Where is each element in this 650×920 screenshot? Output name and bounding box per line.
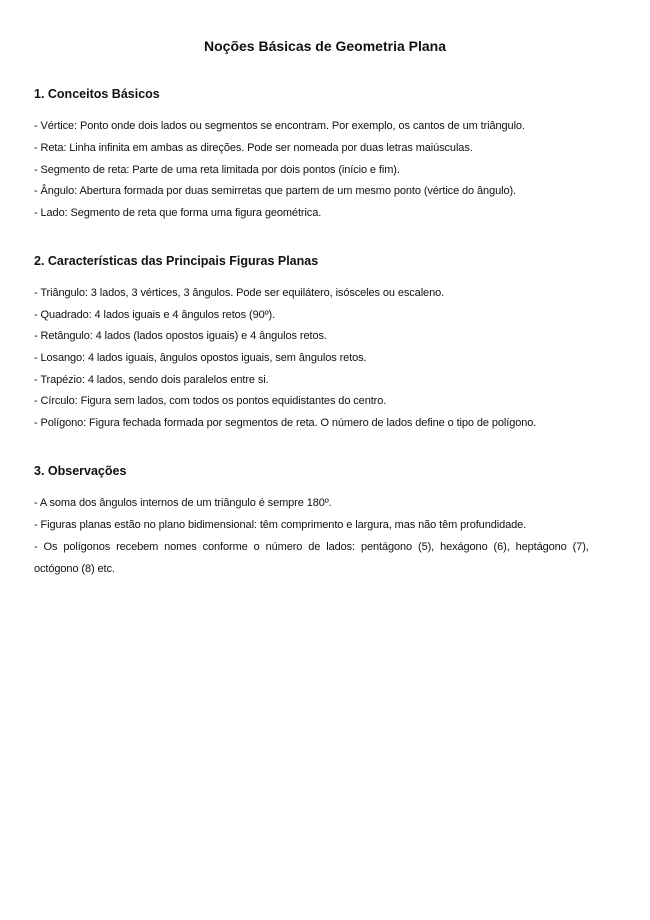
list-item: - Figuras planas estão no plano bidimensional: têm comprimento e largura, mas não têm profundidade. — [34, 519, 527, 531]
section-heading-conceitos: 1. Conceitos Básicos — [34, 87, 160, 101]
list-item: - Quadrado: 4 lados iguais e 4 ângulos retos (90º). — [34, 309, 276, 321]
list-item: - Retângulo: 4 lados (lados opostos iguais) e 4 ângulos retos. — [34, 330, 327, 342]
list-item: - Lado: Segmento de reta que forma uma figura geométrica. — [34, 207, 322, 219]
list-item: - Segmento de reta: Parte de uma reta limitada por dois pontos (início e fim). — [34, 164, 400, 176]
list-item: - Os polígonos recebem nomes conforme o número de lados: pentágono (5), hexágono (6), heptágono (7), — [34, 541, 589, 553]
list-item: - Vértice: Ponto onde dois lados ou segmentos se encontram. Por exemplo, os cantos de um triângulo. — [34, 120, 525, 132]
list-item: - Ângulo: Abertura formada por duas semirretas que partem de um mesmo ponto (vértice do ângulo). — [34, 185, 516, 197]
list-item: - Trapézio: 4 lados, sendo dois paralelos entre si. — [34, 374, 269, 386]
list-item: - Reta: Linha infinita em ambas as direções. Pode ser nomeada por duas letras maiúsculas. — [34, 142, 473, 154]
list-item: - Polígono: Figura fechada formada por segmentos de reta. O número de lados define o tipo de polígono. — [34, 417, 537, 429]
list-item: - Losango: 4 lados iguais, ângulos opostos iguais, sem ângulos retos. — [34, 352, 367, 364]
list-item: - Círculo: Figura sem lados, com todos os pontos equidistantes do centro. — [34, 395, 387, 407]
list-item: - A soma dos ângulos internos de um triângulo é sempre 180º. — [34, 497, 332, 509]
document-title: Noções Básicas de Geometria Plana — [204, 38, 446, 54]
section-heading-observacoes: 3. Observações — [34, 464, 127, 478]
list-item: - Triângulo: 3 lados, 3 vértices, 3 ângulos. Pode ser equilátero, isósceles ou escaleno. — [34, 287, 445, 299]
section-heading-caracteristicas: 2. Características das Principais Figuras Planas — [34, 254, 319, 268]
list-item-continuation: octógono (8) etc. — [34, 563, 115, 575]
